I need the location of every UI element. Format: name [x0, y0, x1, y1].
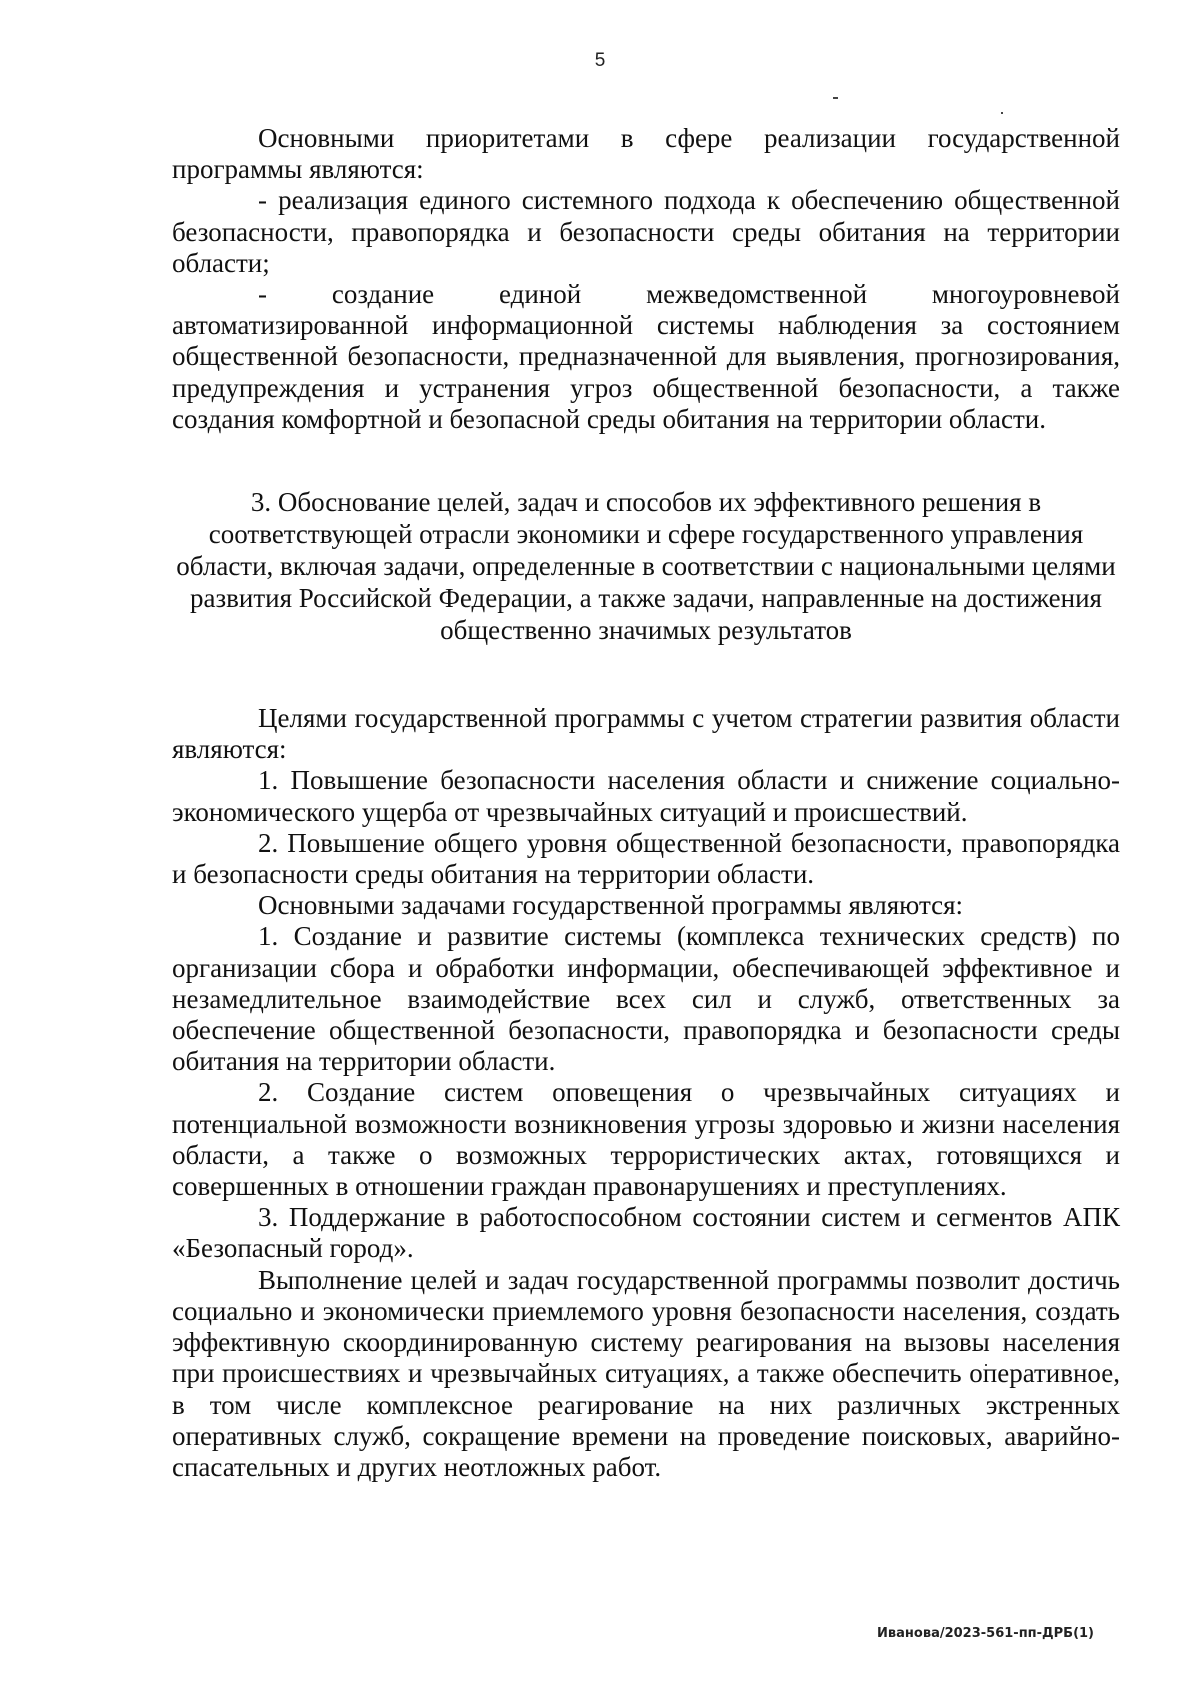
goal-item: 2. Повышение общего уровня общественной безопасности, правопорядка и безопасности среды обитания на территории области. [172, 827, 1120, 890]
scan-speck [833, 97, 838, 99]
task-item: 1. Создание и развитие системы (комплекса технических средств) по организации сбора и обработки информации, обеспечивающей эффективное и незамедлительное взаимодействие всех сил и служб, ответственных за обеспечение общественной безопасности, правопорядка и безопасности среды обитания на территории области. [172, 921, 1120, 1077]
tasks-intro: Основными задачами государственной программы являются: [258, 890, 963, 921]
conclusion-paragraph: Выполнение целей и задач государственной программы позволит достичь социально и экономически приемлемого уровня безопасности населения, создать эффективную скоординированную систему реагирования на вызовы населения при происшествиях и чрезвычайных ситуациях, а также обеспечить оперативное, в том числе комплексное реагирование на них различных экстренных оперативных служб, сокращение времени на проведение поисковых, аварийно-спасательных и других неотложных работ. [172, 1264, 1120, 1482]
scan-speck [1001, 112, 1003, 114]
document-body [172, 123, 1120, 1483]
task-item: 2. Создание систем оповещения о чрезвычайных ситуациях и потенциальной возможности возникновения угрозы здоровью и жизни населения области, а также о возможных террористических актах, готовящихся и совершенных в отношении граждан правонарушениях и преступлениях. [172, 1077, 1120, 1202]
priority-item: - создание единой межведомственной многоуровневой автоматизированной информационной системы наблюдения за состоянием общественной безопасности, предназначенной для выявления, прогнозирования, предупреждения и устранения угроз общественной безопасности, а также создания комфортной и безопасной среды обитания на территории области. [172, 279, 1120, 434]
footer-document-code: Иванова/2023-561-пп-ДРБ(1) [877, 1626, 1094, 1641]
page-number: 5 [594, 50, 606, 71]
section-heading: 3. Обоснование целей, задач и способов их эффективного решения в соответствующей отрасли экономики и сфере государственного управления области, включая задачи, определенные в соответствии с национальными целями развития Российской Федерации, а также задачи, направленные на достижения общественно значимых результатов [176, 487, 1116, 646]
goals-intro: Целями государственной программы с учетом стратегии развития области являются: [172, 703, 1120, 765]
priority-item: - реализация единого системного подхода к обеспечению общественной безопасности, правопорядка и безопасности среды обитания на территории области; [172, 185, 1120, 278]
priorities-intro: Основными приоритетами в сфере реализации государственной программы являются: [172, 123, 1120, 185]
goal-item: 1. Повышение безопасности населения области и снижение социально-экономического ущерба от чрезвычайных ситуаций и происшествий. [172, 765, 1120, 827]
task-item: 3. Поддержание в работоспособном состоянии систем и сегментов АПК «Безопасный город». [172, 1202, 1120, 1264]
